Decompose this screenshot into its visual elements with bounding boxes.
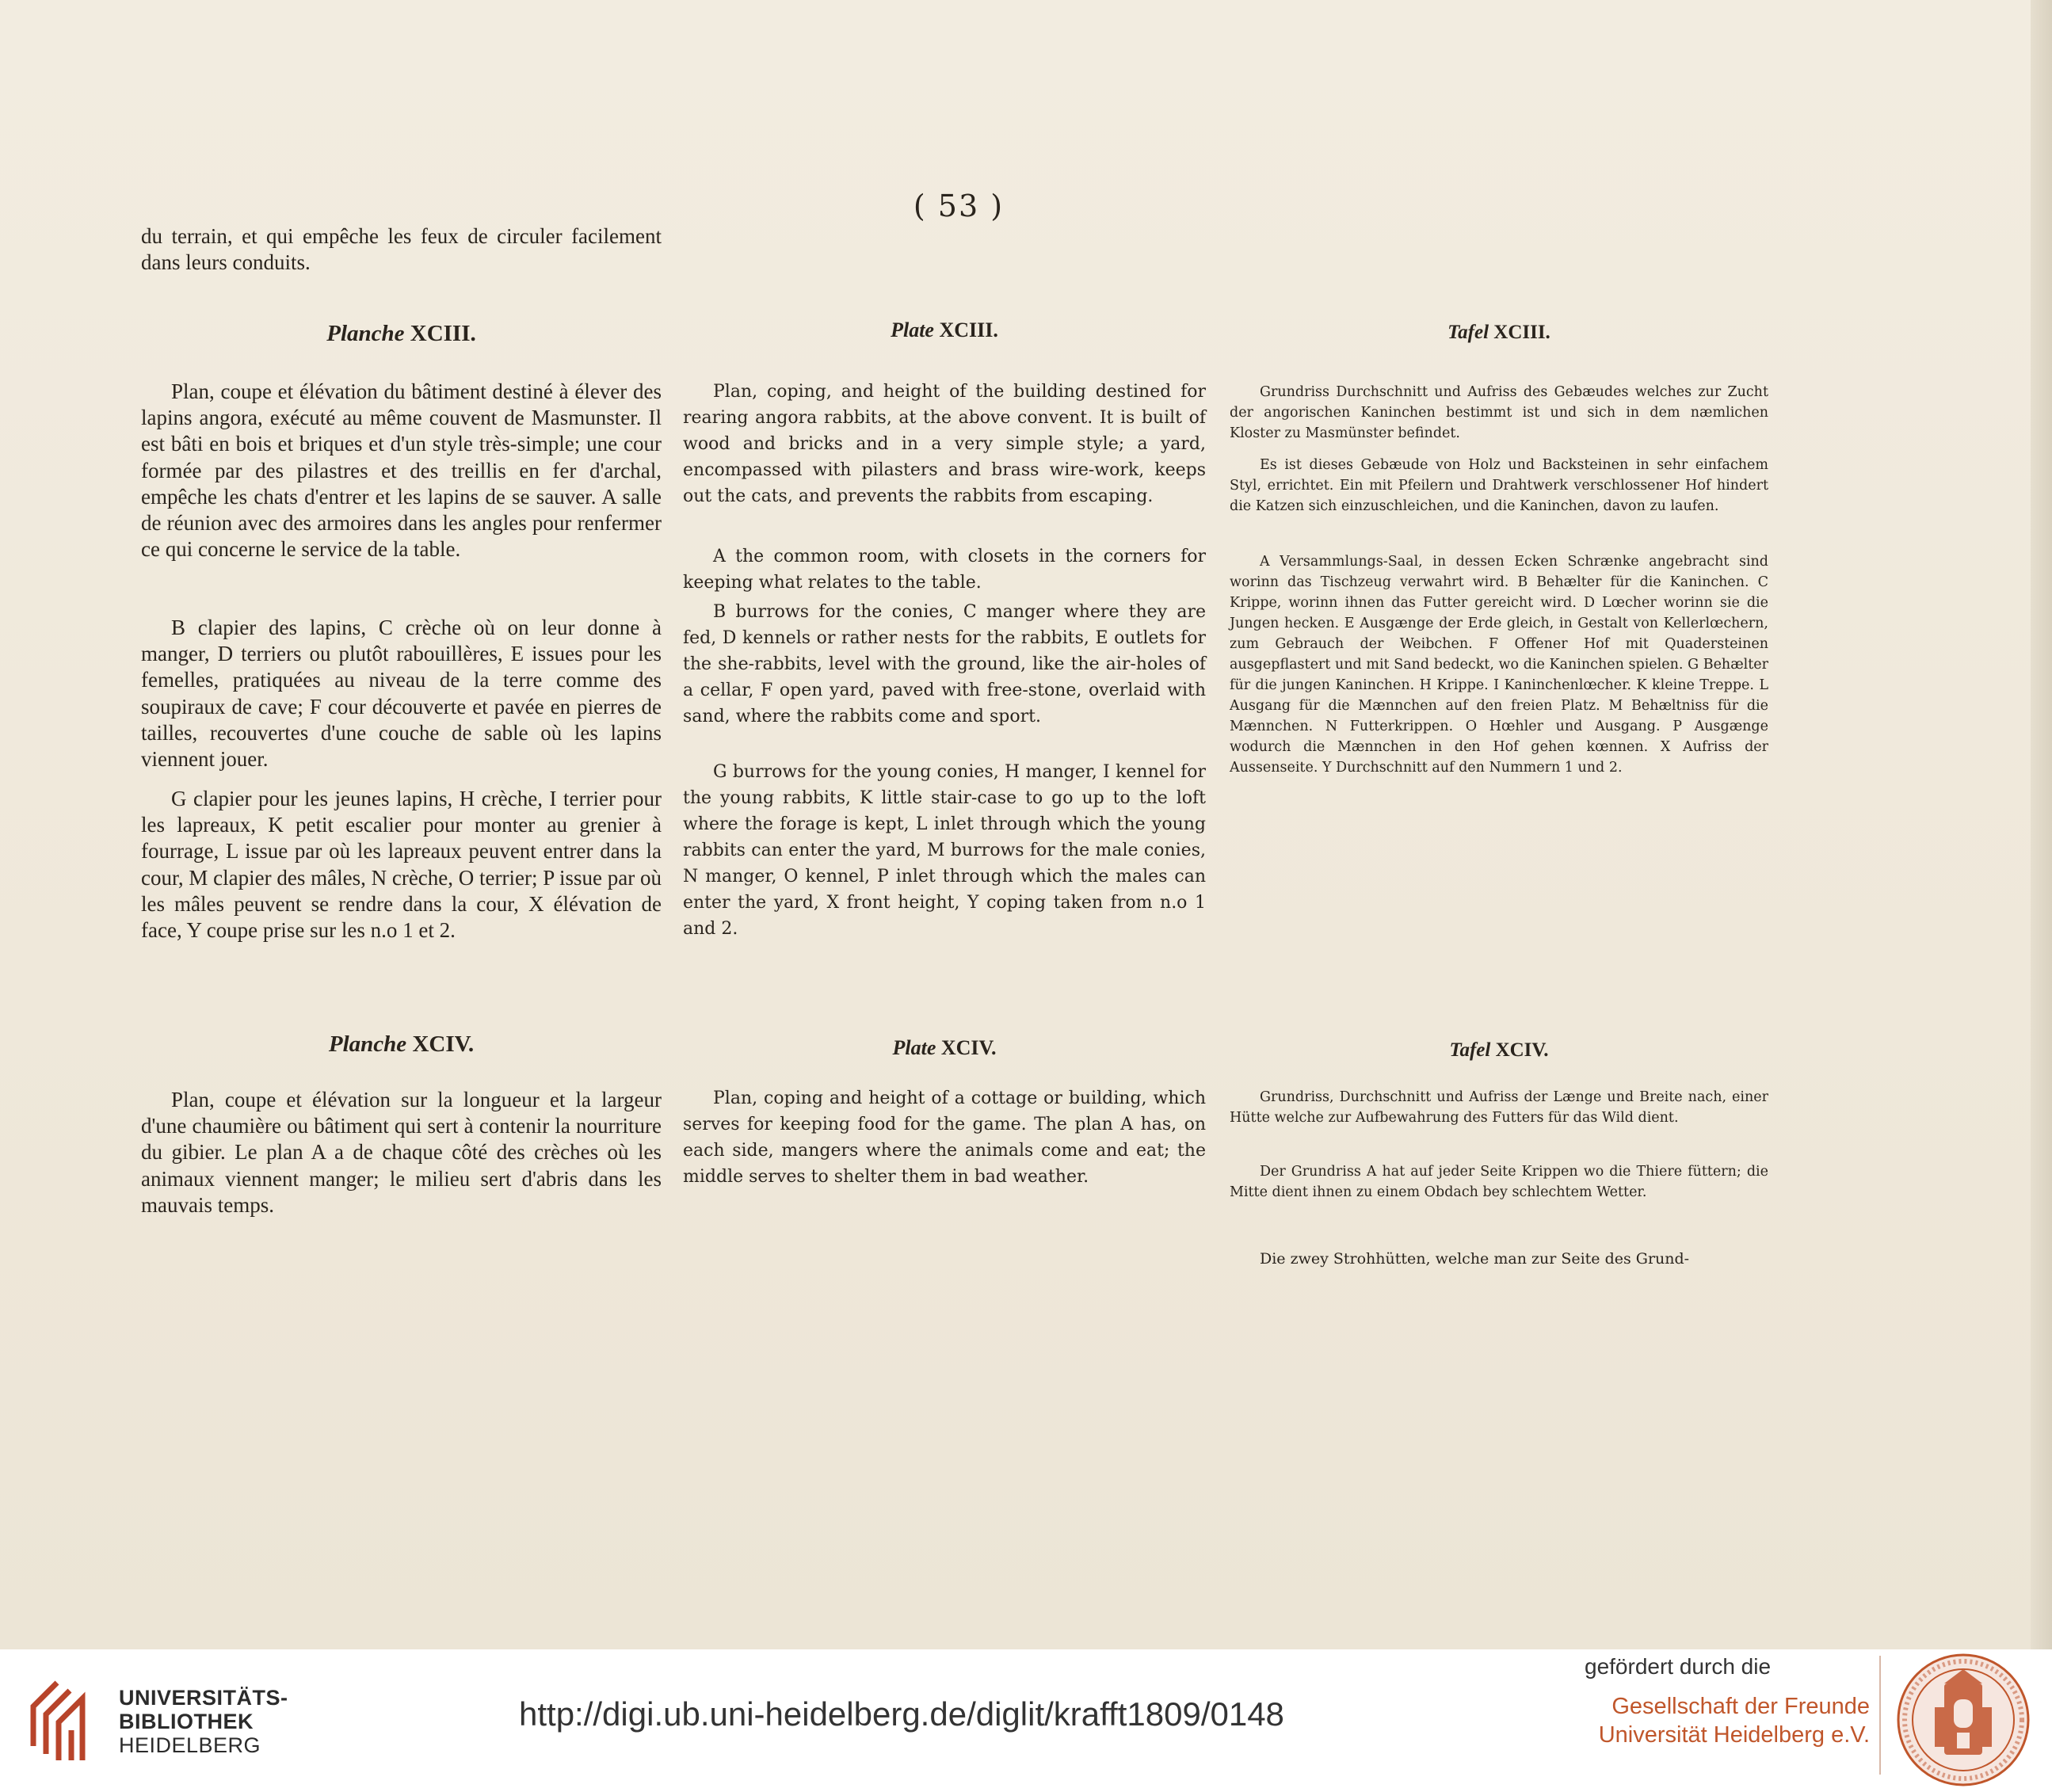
german-paragraph: Es ist dieses Gebæude von Holz und Backsteinen in sehr einfachem Styl, errichtet. Ein mit Pfeilern und Drahtwerk verschlossener Hof hindert die Katzen sich einzuschleichen, und die Kaninchen, davon zu laufen. bbox=[1230, 457, 1768, 514]
permalink-url[interactable]: http://digi.ub.uni-heidelberg.de/diglit/krafft1809/0148 bbox=[519, 1695, 1284, 1733]
german-heading-xciii bbox=[1230, 322, 1768, 344]
french-paragraph: Plan, coupe et élévation sur la longueur et la largeur d'une chaumière ou bâtiment qui sert à contenir la nourriture du gibier. Le plan A a de chaque côté des crèches où les animaux viennent manger; le milieu sert d'abris dans les mauvais temps. bbox=[141, 1088, 662, 1217]
french-top-text: du terrain, et qui empêche les feux de circuler facilement dans leurs conduits. bbox=[141, 224, 662, 275]
library-name-line1: UNIVERSITÄTS- bbox=[119, 1686, 288, 1710]
english-paragraph: G burrows for the young conies, H manger, I kennel for the young rabbits, K little stair-case to go up to the loft where the forage is kept, L inlet through which the young rabbits can enter the yard, M burrows for the male conies, N manger, O kennel, P inlet through which the males can enter the yard, X front height, Y coping taken from n.o 1 and 2. bbox=[683, 762, 1206, 939]
page-edge bbox=[2031, 0, 2052, 1649]
heading-number: XCIII. bbox=[939, 318, 998, 341]
french-paragraph: Plan, coupe et élévation du bâtiment destiné à élever des lapins angora, exécuté au même couvent de Masmunster. Il est bâti en bois et briques et d'un style très-simple; une cour formée par des pilastres et des treillis en fer d'archal, empêche les chats d'entrer et les lapins de se sauver. A salle de réunion avec des armoires dans les angles pour renfermer ce qui concerne le service de la table. bbox=[141, 379, 662, 562]
german-paragraph: Grundriss Durchschnitt und Aufriss des Gebæudes welches zur Zucht der angorischen Kaninchen bestimmt ist und sich in dem næmlichen Kloster zu Masmünster befindet. bbox=[1230, 384, 1768, 441]
banner-divider bbox=[1879, 1656, 1881, 1775]
german-paragraph: Die zwey Strohhütten, welche man zur Seite des Grund- bbox=[1260, 1250, 1690, 1268]
heading-label: Tafel bbox=[1449, 1039, 1491, 1061]
sponsor-name-line1: Gesellschaft der Freunde bbox=[1611, 1694, 1870, 1719]
heading-number: XCIV. bbox=[940, 1036, 997, 1059]
heading-label: Plate bbox=[892, 1036, 936, 1059]
university-seal-icon bbox=[1895, 1652, 2031, 1788]
funded-by-text: gefördert durch die bbox=[1585, 1654, 1772, 1679]
heading-label: Tafel bbox=[1447, 322, 1489, 343]
german-heading-xciv bbox=[1230, 1039, 1768, 1062]
german-paragraph: A Versammlungs-Saal, in dessen Ecken Schrænke angebracht sind worinn das Tischzeug verwahrt wird. B Behælter für die Kaninchen. C Krippe, worinn ihnen das Futter gereicht wird. D Lœcher worinn sie die Jungen hecken. E Ausgænge der Erde gleich, in Gestalt von Kellerlœchern, zum Gebrauch der Weibchen. F Offener Hof mit Quadersteinen ausgepflastert und mit Sand bedeckt, wo die Kaninchen spielen. G Behælter für die jungen Kaninchen. H Krippe. I Kaninchenlœcher. K kleine Treppe. L Ausgang für die Mænnchen auf den freien Platz. M Behæltniss für die Mænnchen. N Futterkrippen. O Hœhler und Ausgang. P Ausgænge wodurch die Mænnchen in den Hof gehen kœnnen. X Aufriss der Aussenseite. Y Durchschnitt auf den Nummern 1 und 2. bbox=[1230, 554, 1768, 776]
library-logo-icon bbox=[25, 1675, 114, 1763]
footer-banner bbox=[0, 1649, 2052, 1792]
english-paragraph: Plan, coping and height of a cottage or building, which serves for keeping food for the game. The plan A has, on each side, mangers where the animals come and eat; the middle serves to shelter them in bad weather. bbox=[683, 1089, 1206, 1187]
french-paragraph: B clapier des lapins, C crèche où on leur donne à manger, D terriers ou plutôt rabouillères, E issues pour les femelles, pratiquées au niveau de la terre comme des soupiraux de cave; F cour découverte et pavée en pierres de tailles, recouvertes d'une couche de sable où les lapins viennent jouer. bbox=[141, 616, 662, 772]
heading-label: Plate bbox=[891, 318, 934, 341]
english-heading-xciv bbox=[683, 1036, 1206, 1060]
page-number: ( 53 ) bbox=[913, 189, 1005, 223]
french-heading-xciii bbox=[141, 321, 662, 347]
english-paragraph: B burrows for the conies, C manger where they are fed, D kennels or rather nests for the rabbits, E outlets for the she-rabbits, level with the ground, like the air-holes of a cellar, F open yard, paved with free-stone, overlaid with sand, where the rabbits come and sport. bbox=[683, 602, 1206, 726]
english-heading-xciii bbox=[683, 318, 1206, 342]
english-paragraph: Plan, coping, and height of the building destined for rearing angora rabbits, at the above convent. It is built of wood and bricks and in a very simple style; a yard, encompassed with pilasters and brass wire-work, keeps out the cats, and prevents the rabbits from escaping. bbox=[683, 382, 1206, 506]
library-name-line3: HEIDELBERG bbox=[119, 1733, 261, 1757]
french-paragraph: G clapier pour les jeunes lapins, H crèche, I terrier pour les lapreaux, K petit escalier pour monter au grenier à fourrage, L issue par où les lapreaux peuvent entrer dans la cour, M clapier des mâles, N crèche, O terrier; P issue par où les mâles peuvent se rendre dans la cour, X élévation de face, Y coupe prise sur les n.o 1 et 2. bbox=[141, 787, 662, 943]
german-paragraph: Der Grundriss A hat auf jeder Seite Krippen wo die Thiere füttern; die Mitte dient ihnen zu einem Obdach bey schlechtem Wetter. bbox=[1230, 1164, 1768, 1200]
german-paragraph: Grundriss, Durchschnitt und Aufriss der Længe und Breite nach, einer Hütte welche zur Aufbewahrung des Futters für das Wild dient. bbox=[1230, 1089, 1768, 1126]
heading-label: Planche bbox=[328, 1031, 407, 1057]
heading-number: XCIV. bbox=[412, 1031, 475, 1057]
heading-label: Planche bbox=[326, 321, 405, 346]
library-name-line2: BIBLIOTHEK bbox=[119, 1710, 254, 1733]
heading-number: XCIV. bbox=[1495, 1039, 1549, 1061]
french-heading-xciv bbox=[141, 1031, 662, 1058]
heading-number: XCIII. bbox=[1493, 322, 1550, 343]
sponsor-name-line2: Universität Heidelberg e.V. bbox=[1598, 1722, 1870, 1748]
heading-number: XCIII. bbox=[410, 321, 476, 346]
english-paragraph: A the common room, with closets in the corners for keeping what relates to the table. bbox=[683, 547, 1206, 593]
